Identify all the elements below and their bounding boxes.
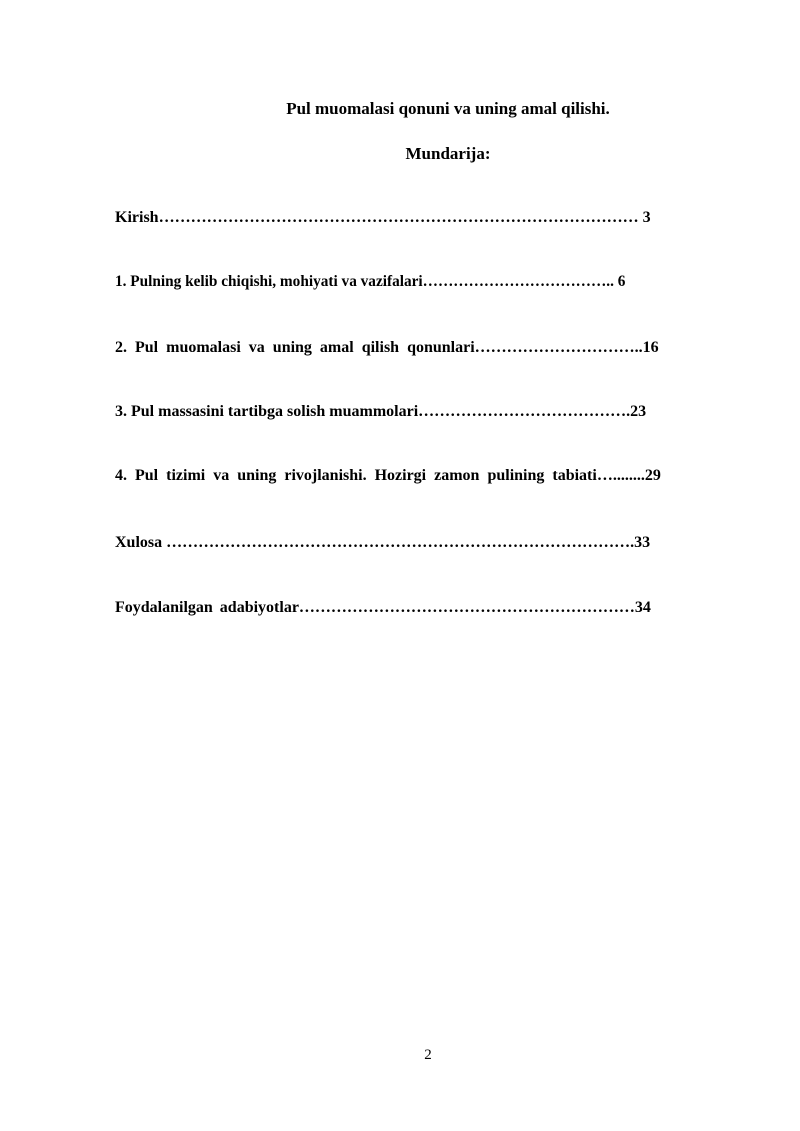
toc-entry-kirish: [115, 206, 743, 230]
toc-entry-text: Xulosa …………………………………………………………………………….33: [115, 534, 651, 551]
toc-entry-text: 1. Pulning kelib chiqishi, mohiyati va vazifalari……………………………….. 6: [115, 273, 626, 290]
toc-entry-text: 2. Pul muomalasi va uning amal qilish qonunlari…………………………..16: [115, 339, 659, 356]
toc-entry-text: Foydalanilgan adabiyotlar………………………………………………………34: [115, 599, 651, 616]
toc-entry-xulosa: [115, 531, 743, 555]
toc-entry-chapter-2: [115, 336, 743, 360]
toc-entry-chapter-1: [115, 270, 743, 294]
contents-heading: Mundarija:: [405, 144, 491, 163]
toc-entry-chapter-4: [115, 464, 743, 488]
toc-entry-text: Kirish……………………………………………………………………………… 3: [115, 209, 651, 226]
page-number: 2: [424, 1047, 432, 1063]
document-title: Pul muomalasi qonuni va uning amal qilishi.: [286, 99, 610, 118]
toc-entry-text: 3. Pul massasini tartibga solish muammolari………………………………….23: [115, 403, 647, 420]
toc-entry-text: 4. Pul tizimi va uning rivojlanishi. Hozirgi zamon pulining tabiati…........29: [115, 467, 661, 484]
toc-entry-chapter-3: [115, 400, 743, 424]
toc-entry-adabiyotlar: [115, 596, 743, 620]
